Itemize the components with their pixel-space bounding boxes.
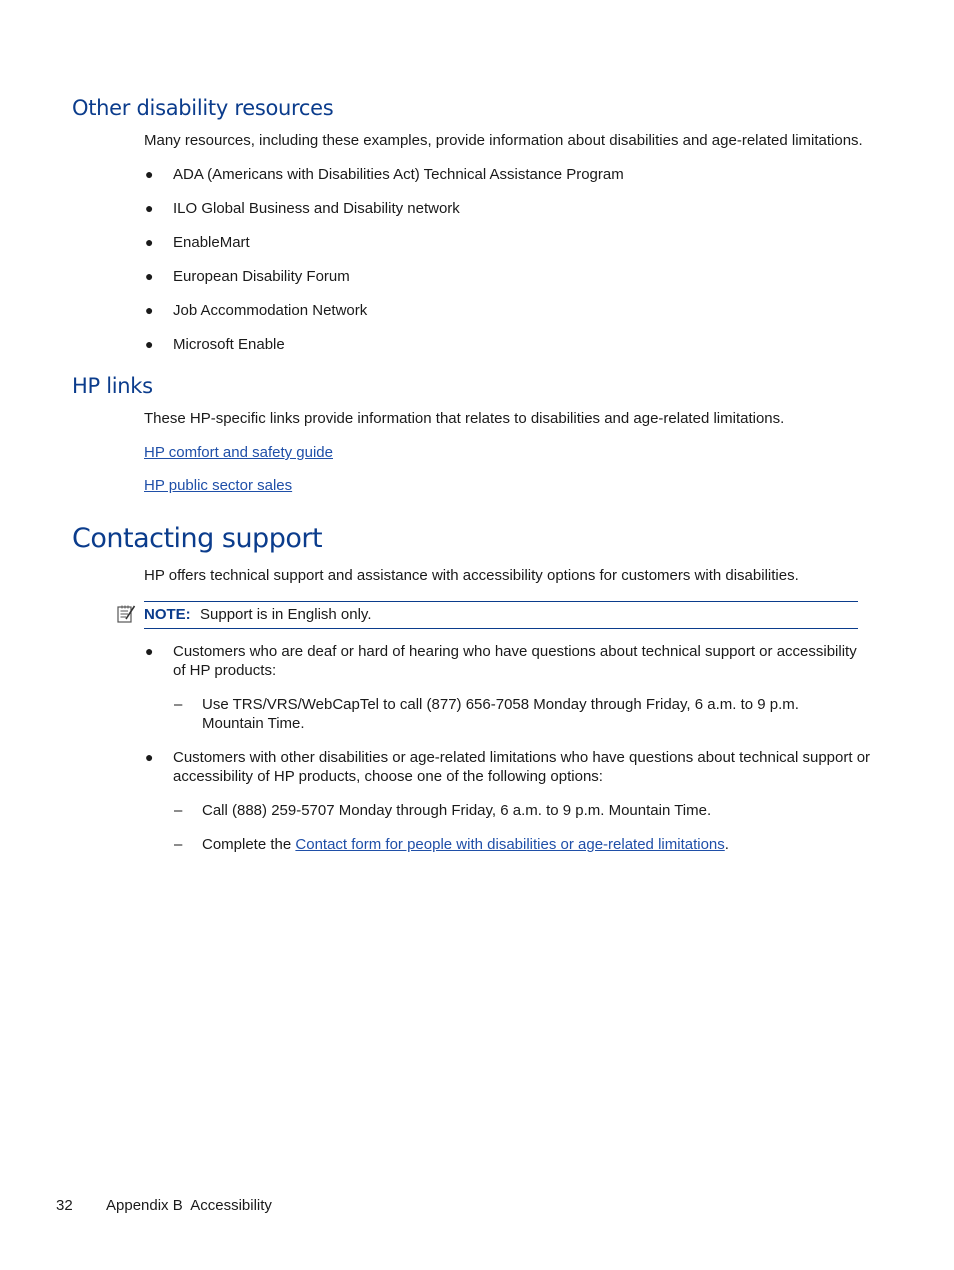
bullet-marker: ●: [145, 749, 154, 765]
link-hp-public-sector-sales[interactable]: HP public sector sales: [144, 477, 293, 494]
contacting-intro: HP offers technical support and assistance with accessibility options for customers with disabilities.: [144, 567, 799, 584]
heading-hp-links: HP links: [72, 374, 153, 398]
note-text: Support is in English only.: [200, 606, 372, 623]
bullet-marker: ●: [145, 200, 154, 216]
note-icon: [116, 604, 136, 624]
heading-contacting-support: Contacting support: [72, 523, 323, 554]
list-item: European Disability Forum: [173, 268, 350, 285]
hp-links-intro: These HP-specific links provide information that relates to disabilities and age-related limitations.: [144, 410, 785, 427]
bullet-marker: ●: [145, 302, 154, 318]
list-item: EnableMart: [173, 234, 250, 251]
other-resources-intro: Many resources, including these examples, provide information about disabilities and age-related limitations.: [144, 132, 863, 149]
dash-marker: –: [174, 802, 183, 819]
sub-list-item: [202, 835, 862, 854]
footer-section: Appendix B Accessibility: [106, 1197, 272, 1214]
list-item: Job Accommodation Network: [173, 302, 368, 319]
note-box: [144, 601, 858, 629]
list-item: Microsoft Enable: [173, 336, 285, 353]
page-number: 32: [56, 1197, 73, 1214]
dash-marker: –: [174, 836, 183, 853]
link-hp-comfort-safety-guide[interactable]: HP comfort and safety guide: [144, 444, 333, 461]
heading-other-disability-resources: Other disability resources: [72, 96, 334, 120]
list-item: Customers with other disabilities or age-related limitations who have questions about technical support or accessibility of HP products, choose one of the following options:: [173, 749, 871, 785]
dash-marker: –: [174, 696, 183, 713]
bullet-marker: ●: [145, 643, 154, 659]
bullet-marker: ●: [145, 234, 154, 250]
list-item: Customers who are deaf or hard of hearing who have questions about technical support or accessibility of HP products:: [173, 643, 857, 679]
note-label: NOTE:: [144, 606, 191, 623]
sub-list-item: Use TRS/VRS/WebCapTel to call (877) 656-7058 Monday through Friday, 6 a.m. to 9 p.m. Mountain Time.: [202, 696, 799, 732]
bullet-marker: ●: [145, 166, 154, 182]
list-item: ILO Global Business and Disability network: [173, 200, 460, 217]
list-item: ADA (Americans with Disabilities Act) Technical Assistance Program: [173, 166, 624, 183]
link-contact-form[interactable]: Contact form for people with disabilities or age-related limitations: [295, 836, 725, 853]
sub-list-item: Call (888) 259-5707 Monday through Friday, 6 a.m. to 9 p.m. Mountain Time.: [202, 802, 712, 819]
bullet-marker: ●: [145, 268, 154, 284]
contact-form-prefix: Complete the: [202, 836, 296, 853]
bullet-marker: ●: [145, 336, 154, 352]
contact-form-suffix: .: [724, 836, 729, 853]
